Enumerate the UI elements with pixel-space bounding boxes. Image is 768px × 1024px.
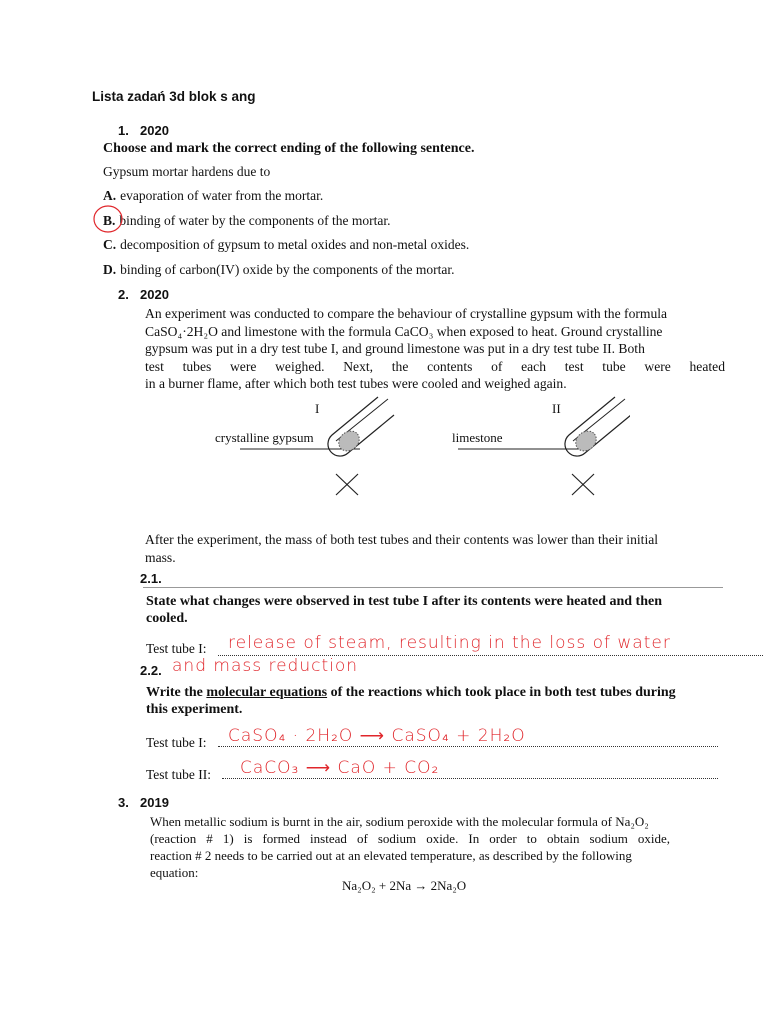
after-line: mass.	[145, 549, 176, 565]
answer-label-tube-2: Test tube II:	[146, 767, 212, 782]
subquestion-2-2-number: 2.2.	[140, 663, 162, 678]
answer-mark-circle	[92, 203, 126, 237]
subquestion-2-1-number: 2.1.	[140, 571, 162, 586]
handwritten-answer-2-1-line2[interactable]: and mass reduction	[172, 656, 359, 676]
option-letter: C.	[103, 237, 117, 252]
answer-label-tube-1: Test tube I:	[146, 735, 207, 750]
test-tube-2	[458, 397, 630, 495]
subquestion-2-2-instruction	[146, 684, 676, 718]
instruction-text: Write the	[146, 685, 207, 700]
cross-mark	[336, 474, 358, 495]
question-1-year: 2020	[140, 123, 169, 138]
instruction-line: cooled.	[146, 611, 188, 626]
option-b[interactable]	[103, 212, 390, 230]
instruction-text: of the reactions which took place in both test tubes during	[327, 685, 676, 700]
option-d[interactable]	[103, 261, 455, 279]
tube-1-label: I	[315, 401, 320, 416]
tube-1-caption: crystalline gypsum	[215, 430, 314, 445]
answer-line	[218, 746, 718, 747]
option-a[interactable]	[103, 187, 323, 205]
intro-line: in a burner flame, after which both test tubes were cooled and weighed again.	[145, 376, 567, 391]
handwritten-equation-1[interactable]: CaSO₄ · 2H₂O ⟶ CaSO₄ + 2H₂O	[228, 726, 526, 746]
intro-line: (reaction # 1) is formed instead of sodium oxide. In order to obtain sodium oxide,	[150, 831, 670, 846]
limestone-sample	[572, 427, 600, 455]
tube-2-caption: limestone	[452, 430, 503, 445]
tube-outline	[565, 397, 630, 456]
instruction-emphasis: molecular equations	[206, 685, 328, 700]
intro-line: When metallic sodium is burnt in the air, sodium peroxide with the molecular formula of Na₂O₂	[150, 814, 649, 829]
cross-mark	[572, 474, 594, 495]
handwritten-answer-2-1-line1[interactable]: release of steam, resulting in the loss of water	[228, 633, 671, 653]
chemical-equation: Na₂O₂ + 2Na → 2Na₂O	[342, 878, 467, 893]
option-text: binding of water by the components of the mortar.	[119, 213, 391, 228]
instruction-line: State what changes were observed in test tube I after its contents were heated and then	[146, 594, 663, 609]
question-3-year: 2019	[140, 795, 169, 810]
intro-line: equation:	[150, 865, 199, 880]
gypsum-sample	[335, 427, 363, 455]
question-3-number: 3.	[118, 795, 129, 810]
test-tube-1	[240, 397, 394, 495]
question-1-stem: Gypsum mortar hardens due to	[103, 164, 271, 179]
option-letter: B.	[103, 213, 116, 228]
question-3-intro	[150, 813, 670, 881]
option-letter: D.	[103, 262, 117, 277]
handwritten-equation-2[interactable]: CaCO₃ ⟶ CaO + CO₂	[240, 758, 440, 778]
intro-line: CaSO₄·2H₂O and limestone with the formula CaCO₃ when exposed to heat. Ground crystalline	[145, 323, 663, 339]
question-2-after-text	[145, 531, 725, 566]
after-line: After the experiment, the mass of both test tubes and their contents was lower than their initial	[145, 532, 659, 547]
option-text: evaporation of water from the mortar.	[120, 188, 324, 203]
question-1-number: 1.	[118, 123, 129, 138]
option-text: decomposition of gypsum to metal oxides and non-metal oxides.	[120, 237, 470, 252]
question-2-number: 2.	[118, 287, 129, 302]
intro-line: test tubes were weighed. Next, the contents of each test tube were heated	[145, 358, 725, 374]
tube-outline	[328, 397, 394, 456]
tube-2-label: II	[552, 401, 561, 416]
option-c[interactable]	[103, 236, 469, 254]
test-tubes-diagram	[230, 395, 630, 505]
question-1-instruction: Choose and mark the correct ending of the following sentence.	[103, 141, 475, 156]
question-2-intro	[145, 305, 725, 393]
document-title: Lista zadań 3d blok s ang	[92, 89, 256, 104]
answer-label-tube-1: Test tube I:	[146, 641, 207, 656]
question-2-year: 2020	[140, 287, 169, 302]
intro-line: An experiment was conducted to compare the behaviour of crystalline gypsum with the formula	[145, 306, 668, 321]
intro-line: gypsum was put in a dry test tube I, and ground limestone was put in a dry test tube II. Both	[145, 341, 645, 356]
option-letter: A.	[103, 188, 117, 203]
intro-line: reaction # 2 needs to be carried out at an elevated temperature, as described by the following	[150, 848, 632, 863]
subquestion-2-1-instruction	[146, 593, 662, 627]
option-text: binding of carbon(IV) oxide by the components of the mortar.	[120, 262, 455, 277]
answer-line	[222, 778, 718, 779]
instruction-line: this experiment.	[146, 702, 243, 717]
separator-line	[143, 587, 723, 588]
